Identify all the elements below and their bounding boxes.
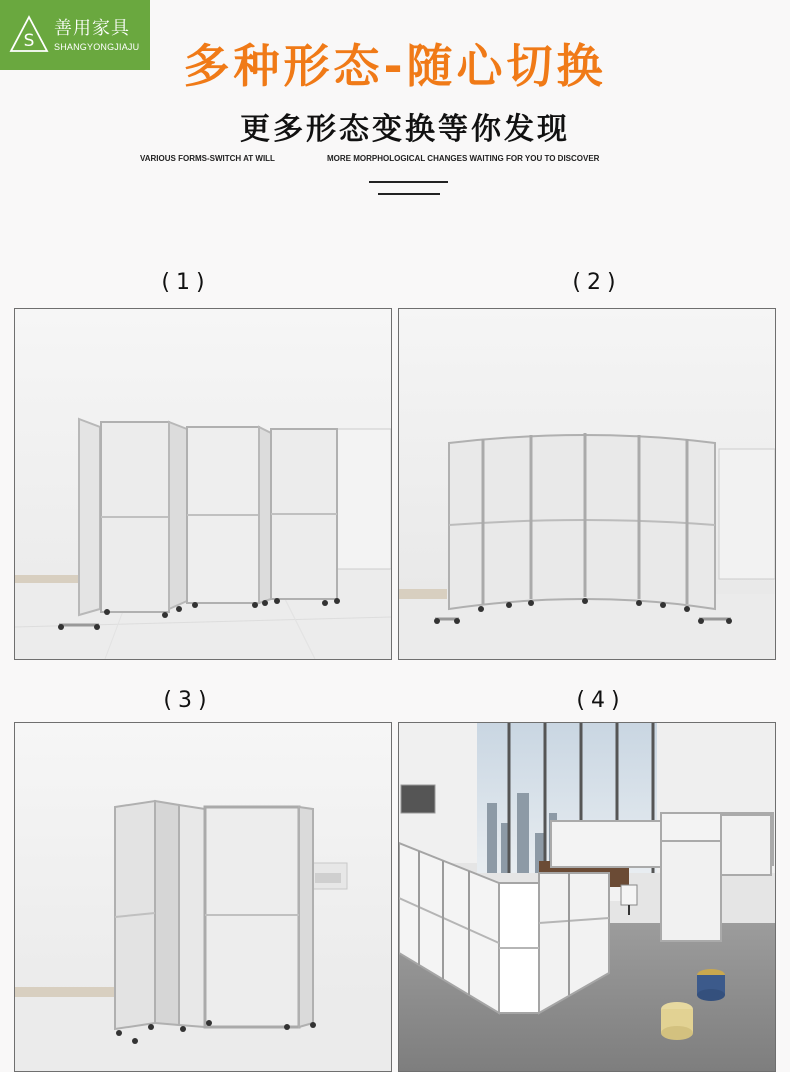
photo-zigzag-screen [14, 308, 392, 660]
brand-name: 善用家具 [54, 18, 130, 39]
page-title: 多种形态-随心切换 [183, 39, 607, 93]
photo-folded-screen [14, 722, 392, 1072]
panel-label-1: (1) [161, 270, 211, 295]
panel-label-4: (4) [576, 688, 626, 713]
tagline-left: VARIOUS FORMS-SWITCH AT WILL [140, 154, 275, 163]
divider-top [369, 181, 448, 183]
panel-label-3: (3) [163, 688, 213, 713]
divider-bottom [378, 193, 440, 195]
tagline-right: MORE MORPHOLOGICAL CHANGES WAITING FOR YOU TO DISCOVER [327, 154, 600, 163]
brand-name-en: SHANGYONGJIAJU [54, 42, 140, 52]
photo-curved-screen [398, 308, 776, 660]
page-subtitle: 更多形态变换等你发现 [240, 112, 570, 147]
panel-label-2: (2) [572, 270, 622, 295]
svg-text:S: S [23, 31, 35, 51]
photo-office-partitions [398, 722, 776, 1072]
